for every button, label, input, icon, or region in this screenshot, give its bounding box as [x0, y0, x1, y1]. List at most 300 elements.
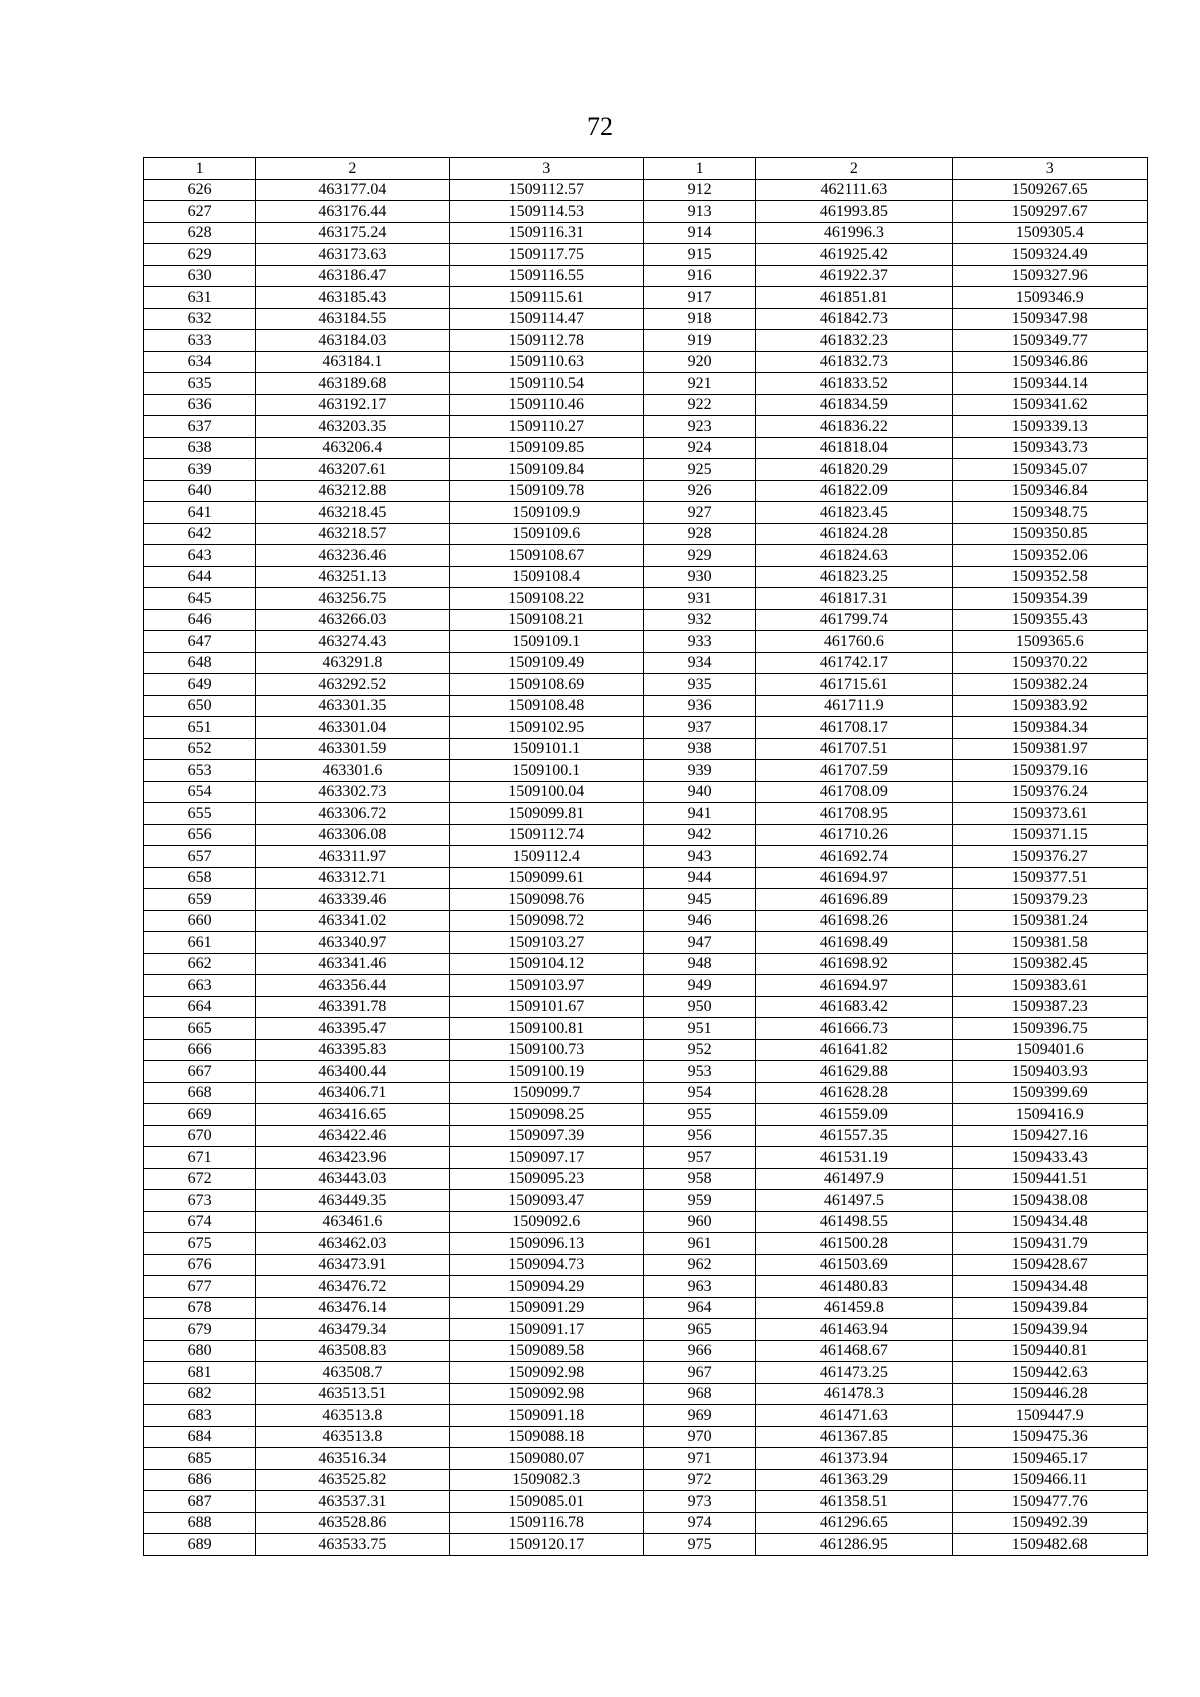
table-row — [144, 1469, 1148, 1491]
table-cell: 951 — [643, 1018, 755, 1040]
table-cell: 463212.88 — [256, 480, 449, 502]
table-cell: 920 — [643, 351, 755, 373]
table-row — [144, 1534, 1148, 1556]
table-row — [144, 695, 1148, 717]
table-cell: 463306.72 — [256, 803, 449, 825]
table-cell: 649 — [144, 674, 256, 696]
table-cell: 463301.59 — [256, 738, 449, 760]
table-cell: 961 — [643, 1233, 755, 1255]
table-row — [144, 437, 1148, 459]
table-cell: 1509109.9 — [449, 502, 643, 524]
table-cell: 461497.9 — [756, 1168, 952, 1190]
table-cell: 647 — [144, 631, 256, 653]
table-cell: 463274.43 — [256, 631, 449, 653]
table-cell: 1509112.74 — [449, 824, 643, 846]
table-row — [144, 1448, 1148, 1470]
table-cell: 463206.4 — [256, 437, 449, 459]
table-cell: 1509112.78 — [449, 330, 643, 352]
table-cell: 657 — [144, 846, 256, 868]
table-cell: 667 — [144, 1061, 256, 1083]
table-cell: 463218.45 — [256, 502, 449, 524]
table-cell: 643 — [144, 545, 256, 567]
table-cell: 1509401.6 — [952, 1039, 1147, 1061]
table-cell: 664 — [144, 996, 256, 1018]
table-cell: 463508.7 — [256, 1362, 449, 1384]
table-cell: 669 — [144, 1104, 256, 1126]
table-cell: 668 — [144, 1082, 256, 1104]
table-cell: 1509433.43 — [952, 1147, 1147, 1169]
table-cell: 463513.8 — [256, 1405, 449, 1427]
table-cell: 1509439.84 — [952, 1297, 1147, 1319]
table-cell: 950 — [643, 996, 755, 1018]
table-cell: 463186.47 — [256, 265, 449, 287]
column-header: 2 — [256, 158, 449, 180]
table-cell: 1509439.94 — [952, 1319, 1147, 1341]
table-cell: 1509089.58 — [449, 1340, 643, 1362]
table-cell: 461478.3 — [756, 1383, 952, 1405]
table-cell: 461286.95 — [756, 1534, 952, 1556]
table-cell: 461296.65 — [756, 1512, 952, 1534]
table-cell: 1509097.17 — [449, 1147, 643, 1169]
table-cell: 461473.25 — [756, 1362, 952, 1384]
table-row — [144, 674, 1148, 696]
table-cell: 975 — [643, 1534, 755, 1556]
table-cell: 1509346.86 — [952, 351, 1147, 373]
table-cell: 461742.17 — [756, 652, 952, 674]
table-cell: 919 — [643, 330, 755, 352]
table-cell: 1509110.46 — [449, 394, 643, 416]
table-cell: 939 — [643, 760, 755, 782]
table-cell: 671 — [144, 1147, 256, 1169]
table-row — [144, 373, 1148, 395]
table-cell: 973 — [643, 1491, 755, 1513]
table-cell: 461459.8 — [756, 1297, 952, 1319]
table-cell: 463513.51 — [256, 1383, 449, 1405]
table-cell: 463203.35 — [256, 416, 449, 438]
table-cell: 1509085.01 — [449, 1491, 643, 1513]
table-cell: 1509101.1 — [449, 738, 643, 760]
table-cell: 1509482.68 — [952, 1534, 1147, 1556]
table-cell: 1509383.92 — [952, 695, 1147, 717]
table-row — [144, 1362, 1148, 1384]
table-row — [144, 846, 1148, 868]
table-cell: 627 — [144, 201, 256, 223]
table-cell: 930 — [643, 566, 755, 588]
table-cell: 1509102.95 — [449, 717, 643, 739]
table-row — [144, 652, 1148, 674]
table-cell: 675 — [144, 1233, 256, 1255]
table-cell: 463236.46 — [256, 545, 449, 567]
table-cell: 941 — [643, 803, 755, 825]
table-cell: 638 — [144, 437, 256, 459]
table-cell: 955 — [643, 1104, 755, 1126]
table-cell: 942 — [643, 824, 755, 846]
table-cell: 931 — [643, 588, 755, 610]
table-cell: 652 — [144, 738, 256, 760]
column-header: 3 — [952, 158, 1147, 180]
table-cell: 463251.13 — [256, 566, 449, 588]
table-cell: 461836.22 — [756, 416, 952, 438]
table-cell: 1509492.39 — [952, 1512, 1147, 1534]
table-row — [144, 1297, 1148, 1319]
table-cell: 463356.44 — [256, 975, 449, 997]
table-cell: 463537.31 — [256, 1491, 449, 1513]
table-cell: 645 — [144, 588, 256, 610]
table-row — [144, 416, 1148, 438]
table-row — [144, 179, 1148, 201]
table-cell: 689 — [144, 1534, 256, 1556]
table-row — [144, 566, 1148, 588]
table-row — [144, 394, 1148, 416]
table-cell: 1509109.84 — [449, 459, 643, 481]
table-cell: 656 — [144, 824, 256, 846]
table-cell: 972 — [643, 1469, 755, 1491]
table-row — [144, 308, 1148, 330]
table-row — [144, 738, 1148, 760]
table-cell: 639 — [144, 459, 256, 481]
table-cell: 1509108.4 — [449, 566, 643, 588]
table-cell: 1509095.23 — [449, 1168, 643, 1190]
table-cell: 1509101.67 — [449, 996, 643, 1018]
table-cell: 463266.03 — [256, 609, 449, 631]
table-cell: 658 — [144, 867, 256, 889]
table-cell: 969 — [643, 1405, 755, 1427]
table-cell: 1509116.31 — [449, 222, 643, 244]
table-cell: 463341.02 — [256, 910, 449, 932]
table-cell: 651 — [144, 717, 256, 739]
table-cell: 1509348.75 — [952, 502, 1147, 524]
table-row — [144, 1061, 1148, 1083]
table-cell: 933 — [643, 631, 755, 653]
table-cell: 461760.6 — [756, 631, 952, 653]
table-row — [144, 330, 1148, 352]
table-cell: 634 — [144, 351, 256, 373]
table-row — [144, 1319, 1148, 1341]
table-cell: 626 — [144, 179, 256, 201]
table-cell: 1509110.54 — [449, 373, 643, 395]
table-cell: 948 — [643, 953, 755, 975]
table-cell: 463513.8 — [256, 1426, 449, 1448]
table-cell: 461710.26 — [756, 824, 952, 846]
table-cell: 670 — [144, 1125, 256, 1147]
table-cell: 463185.43 — [256, 287, 449, 309]
table-cell: 461628.28 — [756, 1082, 952, 1104]
table-cell: 1509365.6 — [952, 631, 1147, 653]
table-cell: 1509099.81 — [449, 803, 643, 825]
table-cell: 943 — [643, 846, 755, 868]
table-cell: 1509376.24 — [952, 781, 1147, 803]
table-cell: 461463.94 — [756, 1319, 952, 1341]
table-cell: 1509117.75 — [449, 244, 643, 266]
table-cell: 1509109.1 — [449, 631, 643, 653]
table-cell: 1509352.58 — [952, 566, 1147, 588]
table-cell: 463340.97 — [256, 932, 449, 954]
table-cell: 461711.9 — [756, 695, 952, 717]
table-cell: 1509108.21 — [449, 609, 643, 631]
table-row — [144, 480, 1148, 502]
table-cell: 1509466.11 — [952, 1469, 1147, 1491]
table-cell: 917 — [643, 287, 755, 309]
table-row — [144, 1276, 1148, 1298]
table-cell: 461641.82 — [756, 1039, 952, 1061]
table-cell: 944 — [643, 867, 755, 889]
table-cell: 1509349.77 — [952, 330, 1147, 352]
table-cell: 971 — [643, 1448, 755, 1470]
table-cell: 1509080.07 — [449, 1448, 643, 1470]
table-cell: 633 — [144, 330, 256, 352]
table-cell: 461698.26 — [756, 910, 952, 932]
table-cell: 1509100.81 — [449, 1018, 643, 1040]
table-cell: 1509100.1 — [449, 760, 643, 782]
table-cell: 461692.74 — [756, 846, 952, 868]
table-cell: 463173.63 — [256, 244, 449, 266]
table-cell: 463192.17 — [256, 394, 449, 416]
table-cell: 1509346.84 — [952, 480, 1147, 502]
table-cell: 1509082.3 — [449, 1469, 643, 1491]
table-cell: 956 — [643, 1125, 755, 1147]
table-cell: 1509399.69 — [952, 1082, 1147, 1104]
table-cell: 957 — [643, 1147, 755, 1169]
table-cell: 1509382.24 — [952, 674, 1147, 696]
table-row — [144, 244, 1148, 266]
table-row — [144, 1168, 1148, 1190]
table-cell: 1509341.62 — [952, 394, 1147, 416]
table-cell: 631 — [144, 287, 256, 309]
table-cell: 968 — [643, 1383, 755, 1405]
table-cell: 463176.44 — [256, 201, 449, 223]
table-cell: 1509352.06 — [952, 545, 1147, 567]
table-cell: 463306.08 — [256, 824, 449, 846]
table-cell: 461823.45 — [756, 502, 952, 524]
table-cell: 461993.85 — [756, 201, 952, 223]
table-cell: 461363.29 — [756, 1469, 952, 1491]
table-cell: 1509091.29 — [449, 1297, 643, 1319]
table-cell: 967 — [643, 1362, 755, 1384]
table-cell: 461696.89 — [756, 889, 952, 911]
table-cell: 1509091.17 — [449, 1319, 643, 1341]
table-row — [144, 1147, 1148, 1169]
table-cell: 463292.52 — [256, 674, 449, 696]
table-cell: 461498.55 — [756, 1211, 952, 1233]
table-cell: 461503.69 — [756, 1254, 952, 1276]
table-cell: 635 — [144, 373, 256, 395]
table-cell: 461799.74 — [756, 609, 952, 631]
table-cell: 1509092.98 — [449, 1383, 643, 1405]
table-cell: 958 — [643, 1168, 755, 1190]
table-row — [144, 1082, 1148, 1104]
table-row — [144, 889, 1148, 911]
table-cell: 953 — [643, 1061, 755, 1083]
table-body — [144, 179, 1148, 1555]
table-cell: 463302.73 — [256, 781, 449, 803]
table-cell: 1509114.47 — [449, 308, 643, 330]
table-cell: 665 — [144, 1018, 256, 1040]
table-row — [144, 760, 1148, 782]
table-row — [144, 1340, 1148, 1362]
table-cell: 463479.34 — [256, 1319, 449, 1341]
table-cell: 461629.88 — [756, 1061, 952, 1083]
table-cell: 461817.31 — [756, 588, 952, 610]
table-cell: 463207.61 — [256, 459, 449, 481]
table-cell: 1509384.34 — [952, 717, 1147, 739]
table-cell: 1509108.22 — [449, 588, 643, 610]
table-cell: 461694.97 — [756, 867, 952, 889]
table-cell: 676 — [144, 1254, 256, 1276]
table-cell: 1509100.73 — [449, 1039, 643, 1061]
table-cell: 1509377.51 — [952, 867, 1147, 889]
table-cell: 924 — [643, 437, 755, 459]
table-cell: 463473.91 — [256, 1254, 449, 1276]
table-cell: 1509396.75 — [952, 1018, 1147, 1040]
table-cell: 1509091.18 — [449, 1405, 643, 1427]
table-cell: 644 — [144, 566, 256, 588]
table-cell: 642 — [144, 523, 256, 545]
table-cell: 1509370.22 — [952, 652, 1147, 674]
table-cell: 1509373.61 — [952, 803, 1147, 825]
table-cell: 461367.85 — [756, 1426, 952, 1448]
table-cell: 1509381.24 — [952, 910, 1147, 932]
table-row — [144, 287, 1148, 309]
table-cell: 1509092.98 — [449, 1362, 643, 1384]
table-cell: 1509354.39 — [952, 588, 1147, 610]
table-cell: 1509112.4 — [449, 846, 643, 868]
table-cell: 1509108.67 — [449, 545, 643, 567]
table-cell: 461698.92 — [756, 953, 952, 975]
table-cell: 1509116.78 — [449, 1512, 643, 1534]
table-cell: 912 — [643, 179, 755, 201]
table-cell: 650 — [144, 695, 256, 717]
table-cell: 1509110.27 — [449, 416, 643, 438]
table-cell: 463184.55 — [256, 308, 449, 330]
table-cell: 685 — [144, 1448, 256, 1470]
table-cell: 461531.19 — [756, 1147, 952, 1169]
table-cell: 928 — [643, 523, 755, 545]
table-cell: 677 — [144, 1276, 256, 1298]
table-cell: 1509297.67 — [952, 201, 1147, 223]
table-cell: 1509403.93 — [952, 1061, 1147, 1083]
table-row — [144, 1104, 1148, 1126]
table-cell: 1509355.43 — [952, 609, 1147, 631]
table-cell: 1509116.55 — [449, 265, 643, 287]
table-cell: 1509094.29 — [449, 1276, 643, 1298]
table-cell: 965 — [643, 1319, 755, 1341]
table-cell: 463516.34 — [256, 1448, 449, 1470]
table-cell: 461842.73 — [756, 308, 952, 330]
table-cell: 632 — [144, 308, 256, 330]
table-cell: 463256.75 — [256, 588, 449, 610]
table-cell: 679 — [144, 1319, 256, 1341]
table-cell: 923 — [643, 416, 755, 438]
table-cell: 1509108.69 — [449, 674, 643, 696]
table-cell: 938 — [643, 738, 755, 760]
table-cell: 1509438.08 — [952, 1190, 1147, 1212]
table-cell: 463339.46 — [256, 889, 449, 911]
table-cell: 1509347.98 — [952, 308, 1147, 330]
table-cell: 630 — [144, 265, 256, 287]
table-cell: 1509465.17 — [952, 1448, 1147, 1470]
table-cell: 1509442.63 — [952, 1362, 1147, 1384]
table-cell: 1509098.72 — [449, 910, 643, 932]
table-row — [144, 222, 1148, 244]
table-header-row — [144, 158, 1148, 180]
table-cell: 461707.51 — [756, 738, 952, 760]
column-header: 2 — [756, 158, 952, 180]
table-row — [144, 351, 1148, 373]
table-cell: 461708.17 — [756, 717, 952, 739]
table-cell: 945 — [643, 889, 755, 911]
table-cell: 962 — [643, 1254, 755, 1276]
table-cell: 636 — [144, 394, 256, 416]
table-cell: 461922.37 — [756, 265, 952, 287]
table-cell: 1509339.13 — [952, 416, 1147, 438]
table-cell: 1509371.15 — [952, 824, 1147, 846]
table-cell: 461715.61 — [756, 674, 952, 696]
table-cell: 1509477.76 — [952, 1491, 1147, 1513]
table-cell: 461824.28 — [756, 523, 952, 545]
table-cell: 629 — [144, 244, 256, 266]
table-row — [144, 502, 1148, 524]
table-cell: 935 — [643, 674, 755, 696]
table-row — [144, 201, 1148, 223]
table-cell: 463443.03 — [256, 1168, 449, 1190]
table-cell: 672 — [144, 1168, 256, 1190]
table-row — [144, 1254, 1148, 1276]
table-cell: 463395.83 — [256, 1039, 449, 1061]
table-cell: 674 — [144, 1211, 256, 1233]
table-cell: 1509383.61 — [952, 975, 1147, 997]
table-row — [144, 1426, 1148, 1448]
table-cell: 628 — [144, 222, 256, 244]
column-header: 3 — [449, 158, 643, 180]
table-cell: 1509098.25 — [449, 1104, 643, 1126]
table-cell: 463177.04 — [256, 179, 449, 201]
table-cell: 654 — [144, 781, 256, 803]
table-cell: 463311.97 — [256, 846, 449, 868]
table-cell: 463291.8 — [256, 652, 449, 674]
table-cell: 461824.63 — [756, 545, 952, 567]
table-cell: 461373.94 — [756, 1448, 952, 1470]
table-cell: 461694.97 — [756, 975, 952, 997]
table-cell: 463184.1 — [256, 351, 449, 373]
table-cell: 937 — [643, 717, 755, 739]
table-cell: 952 — [643, 1039, 755, 1061]
table-cell: 966 — [643, 1340, 755, 1362]
table-cell: 915 — [643, 244, 755, 266]
table-cell: 463525.82 — [256, 1469, 449, 1491]
table-cell: 461996.3 — [756, 222, 952, 244]
table-cell: 659 — [144, 889, 256, 911]
table-cell: 1509434.48 — [952, 1276, 1147, 1298]
table-cell: 678 — [144, 1297, 256, 1319]
table-cell: 463416.65 — [256, 1104, 449, 1126]
table-row — [144, 1383, 1148, 1405]
table-cell: 1509103.97 — [449, 975, 643, 997]
table-cell: 463422.46 — [256, 1125, 449, 1147]
table-cell: 461500.28 — [756, 1233, 952, 1255]
table-cell: 648 — [144, 652, 256, 674]
table-cell: 947 — [643, 932, 755, 954]
table-cell: 463400.44 — [256, 1061, 449, 1083]
table-row — [144, 609, 1148, 631]
table-cell: 925 — [643, 459, 755, 481]
table-cell: 461925.42 — [756, 244, 952, 266]
table-cell: 1509115.61 — [449, 287, 643, 309]
table-cell: 1509434.48 — [952, 1211, 1147, 1233]
table-cell: 916 — [643, 265, 755, 287]
table-cell: 461822.09 — [756, 480, 952, 502]
table-cell: 1509104.12 — [449, 953, 643, 975]
table-cell: 1509447.9 — [952, 1405, 1147, 1427]
